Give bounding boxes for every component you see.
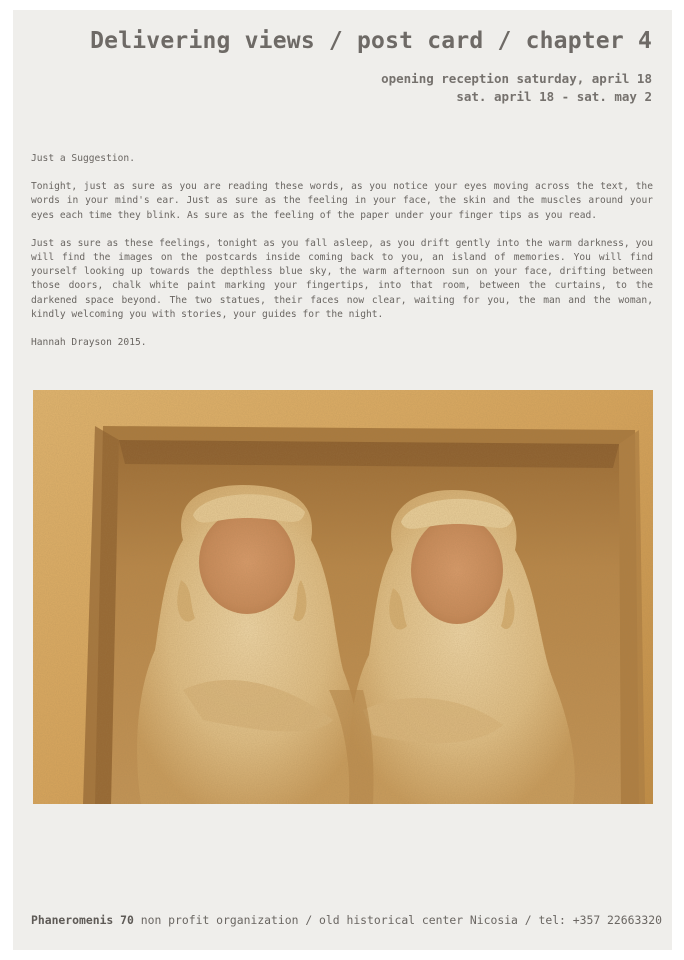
organization-name: Phaneromenis 70	[31, 913, 134, 927]
paragraph-1: Tonight, just as sure as you are reading these words, as you notice your eyes moving across the text, the words in your mind's ear. Just as sure as the feeling in your face, the skin and the muscles around your eyes each time they blink. As sure as the feeling of the paper under your finger tips as you read.	[31, 181, 653, 221]
opening-reception-date: opening reception saturday, april 18	[381, 71, 652, 86]
paragraph-2: Just as sure as these feelings, tonight as you fall asleep, as you drift gently into the warm darkness, you will find the images on the postcards inside coming back to you, an island of memories. You will find yourself looking up towards the depthless blue sky, the warm afternoon sun on your face, drifting between those doors, chalk white paint marking your fingertips, into that room, between the curtains, to the darkened space beyond. The two statues, their faces now clear, waiting for you, the man and the woman, kindly welcoming you with stories, your guides for the night.	[31, 237, 653, 320]
text-heading: Just a Suggestion.	[31, 153, 135, 164]
stone-relief-photo	[33, 390, 653, 804]
body-text	[31, 152, 653, 364]
page-title: Delivering views / post card / chapter 4	[90, 28, 652, 54]
organization-details: non profit organization / old historical center Nicosia / tel: +357 22663320	[133, 913, 662, 927]
signature: Hannah Drayson 2015.	[31, 337, 147, 349]
footer-contact	[31, 913, 662, 927]
exhibition-run-dates: sat. april 18 - sat. may 2	[456, 89, 652, 104]
exhibition-dates	[381, 70, 652, 106]
postcard-page	[13, 10, 672, 950]
